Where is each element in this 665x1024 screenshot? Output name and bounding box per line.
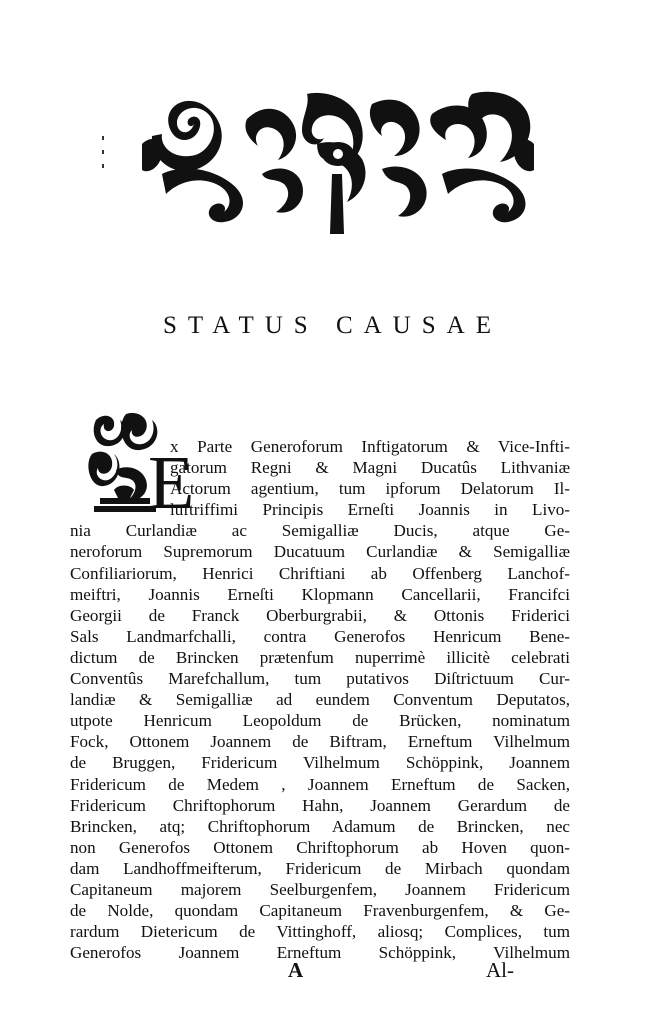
text-line: Fridericum Chriftophorum Hahn, Joannem Gerardum de [70,795,570,815]
text-line: de Nolde, quondam Capitaneum Fravenburgenfem, & Ge- [70,901,570,921]
text-line: rardum Dietericum de Vittinghoff, aliosq; Complices, tum [70,922,570,942]
text-line: Conventûs Marefchallum, tum putativos Diſtrictuum Cur- [70,669,570,689]
text-line: non Generofos Ottonem Chriftophorum ab Hoven quon- [70,837,570,857]
text-line: Georgii de Franck Oberburgrabii, & Ottonis Friderici [70,605,570,625]
text-line: Actorum agentium, tum ipforum Delatorum Il- [170,479,570,499]
text-line: Confiliariorum, Henrici Chriftiani ab Offenberg Lanchof- [70,563,570,583]
text-line: Generofos Joannem Erneftum Schöppink, Vilhelmum [70,943,570,963]
text-line: landiæ & Semigalliæ ad eundem Conventum Deputatos, [70,690,570,710]
body-text [70,436,570,963]
text-line: neroforum Supremorum Ducatuum Curlandiæ & Semigalliæ [70,542,570,562]
text-line: Fridericum de Medem , Joannem Erneftum de Sacken, [70,774,570,794]
text-line: Brincken, atq; Chriftophorum Adamum de Brincken, nec [70,816,570,836]
text-line: Capitaneum majorem Seelburgenfem, Joannem Fridericum [70,879,570,899]
text-line: de Bruggen, Fridericum Vilhelmum Schöppink, Joannem [70,753,570,773]
signature-mark: A [288,958,304,982]
page-title: STATUS CAUSAE [163,312,502,339]
text-line: utpote Henricum Leopoldum de Brücken, nominatum [70,711,570,731]
text-line: x Parte Generoforum Inftigatorum & Vice-Infti- [170,437,570,456]
text-line: meiftri, Joannis Erneſti Klopmann Cancellarii, Francifci [70,584,570,604]
headpiece-ornament [142,84,534,234]
text-line: luftriffimi Principis Erneſti Joannis in Livo- [170,500,570,520]
text-line: dam Landhoffmeifterum, Fridericum de Mirbach quondam [70,858,570,878]
text-line: nia Curlandiæ ac Semigalliæ Ducis, atque Ge- [70,521,570,541]
text-line: Sals Landmarfchalli, contra Generofos Henricum Bene- [70,626,570,646]
text-line: Fock, Ottonem Joannem de Biftram, Erneftum Vilhelmum [70,732,570,752]
drop-cap: E [148,441,195,525]
text-line: dictum de Brincken prætenfum nuperrimè illicitè celebrati [70,647,570,667]
page-footer [0,958,665,988]
text-line: gatorum Regni & Magni Ducatûs Lithvaniæ [170,458,570,478]
margin-mark [100,136,106,170]
catchword: Al- [486,958,514,982]
